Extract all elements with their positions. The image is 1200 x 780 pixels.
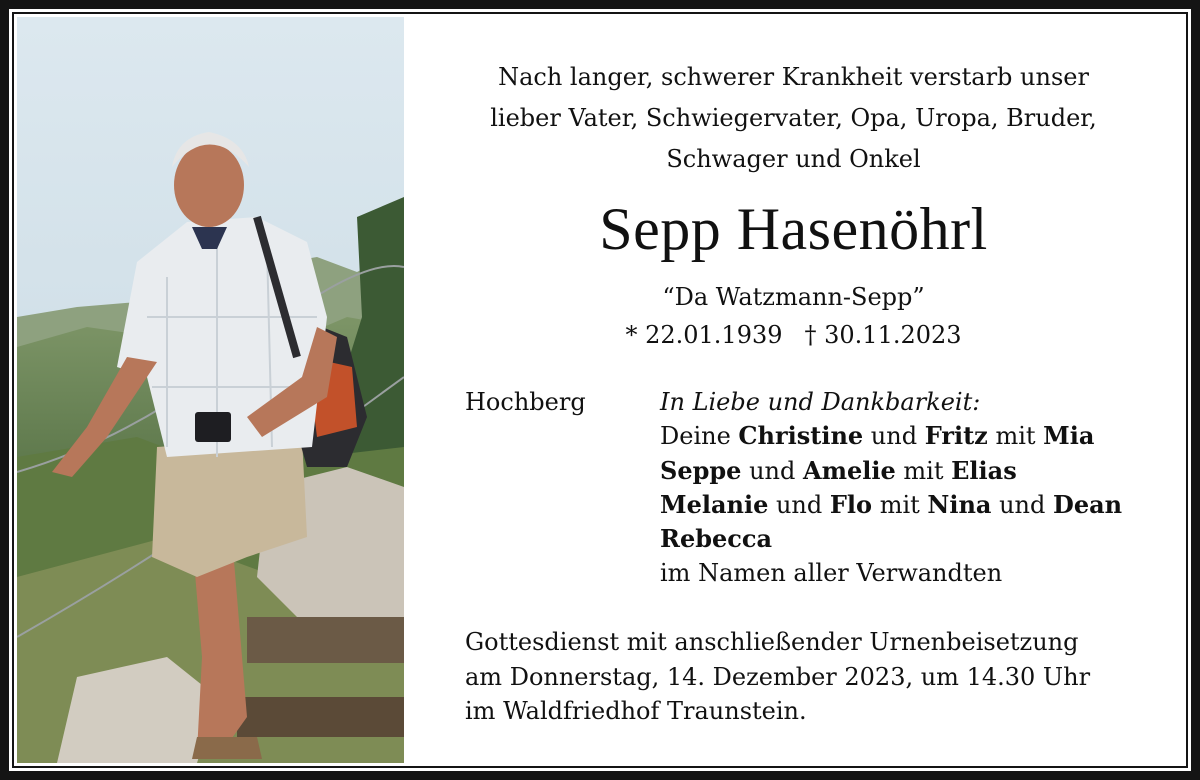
- family-line: [660, 454, 1122, 488]
- service-info: [465, 625, 1090, 729]
- intro-text: [404, 57, 1183, 180]
- birth-date: * 22.01.1939: [625, 321, 783, 349]
- family-line: [660, 522, 1122, 556]
- family-name: Amelie: [802, 455, 896, 485]
- family-name: Fritz: [924, 421, 988, 451]
- family-text: mit: [895, 456, 952, 485]
- family-name: Elias: [951, 455, 1017, 485]
- family-name: Christine: [738, 421, 864, 451]
- family-signoff: [660, 385, 1122, 591]
- nickname: “Da Watzmann-Sepp”: [662, 283, 925, 311]
- family-text: und: [863, 422, 925, 451]
- portrait-photo: [17, 17, 404, 763]
- family-name: Flo: [829, 489, 873, 519]
- intro-line: lieber Vater, Schwiegervater, Opa, Uropa, Bruder,: [490, 104, 1097, 132]
- family-text: und: [741, 456, 803, 485]
- family-name: Mia: [1043, 421, 1095, 451]
- place-name: Hochberg: [465, 388, 586, 416]
- intro-line: Schwager und Onkel: [666, 145, 921, 173]
- family-name: Dean: [1053, 489, 1123, 519]
- family-line: [660, 488, 1122, 522]
- family-text: mit: [987, 422, 1044, 451]
- family-line: im Namen aller Verwandten: [660, 559, 1003, 588]
- family-text: und: [991, 490, 1054, 519]
- obituary-text: [404, 17, 1183, 763]
- service-line: im Waldfriedhof Traunstein.: [465, 697, 807, 725]
- life-dates: [404, 318, 1183, 352]
- service-line: Gottesdienst mit anschließender Urnenbeisetzung: [465, 628, 1079, 656]
- family-name: Seppe: [660, 455, 742, 485]
- intro-line: Nach langer, schwerer Krankheit verstarb unser: [498, 63, 1089, 91]
- signoff-lead: In Liebe und Dankbarkeit:: [660, 388, 981, 416]
- family-text: mit: [872, 490, 928, 519]
- service-line: am Donnerstag, 14. Dezember 2023, um 14.30 Uhr: [465, 662, 1091, 691]
- deceased-name: Sepp Hasenöhrl: [599, 196, 988, 262]
- death-date: † 30.11.2023: [804, 321, 962, 349]
- family-name: Nina: [927, 489, 992, 519]
- family-name: Rebecca: [660, 524, 773, 554]
- family-text: und: [768, 490, 830, 519]
- family-text: Deine: [660, 422, 739, 451]
- family-line: [660, 419, 1122, 453]
- family-name: Melanie: [660, 489, 769, 519]
